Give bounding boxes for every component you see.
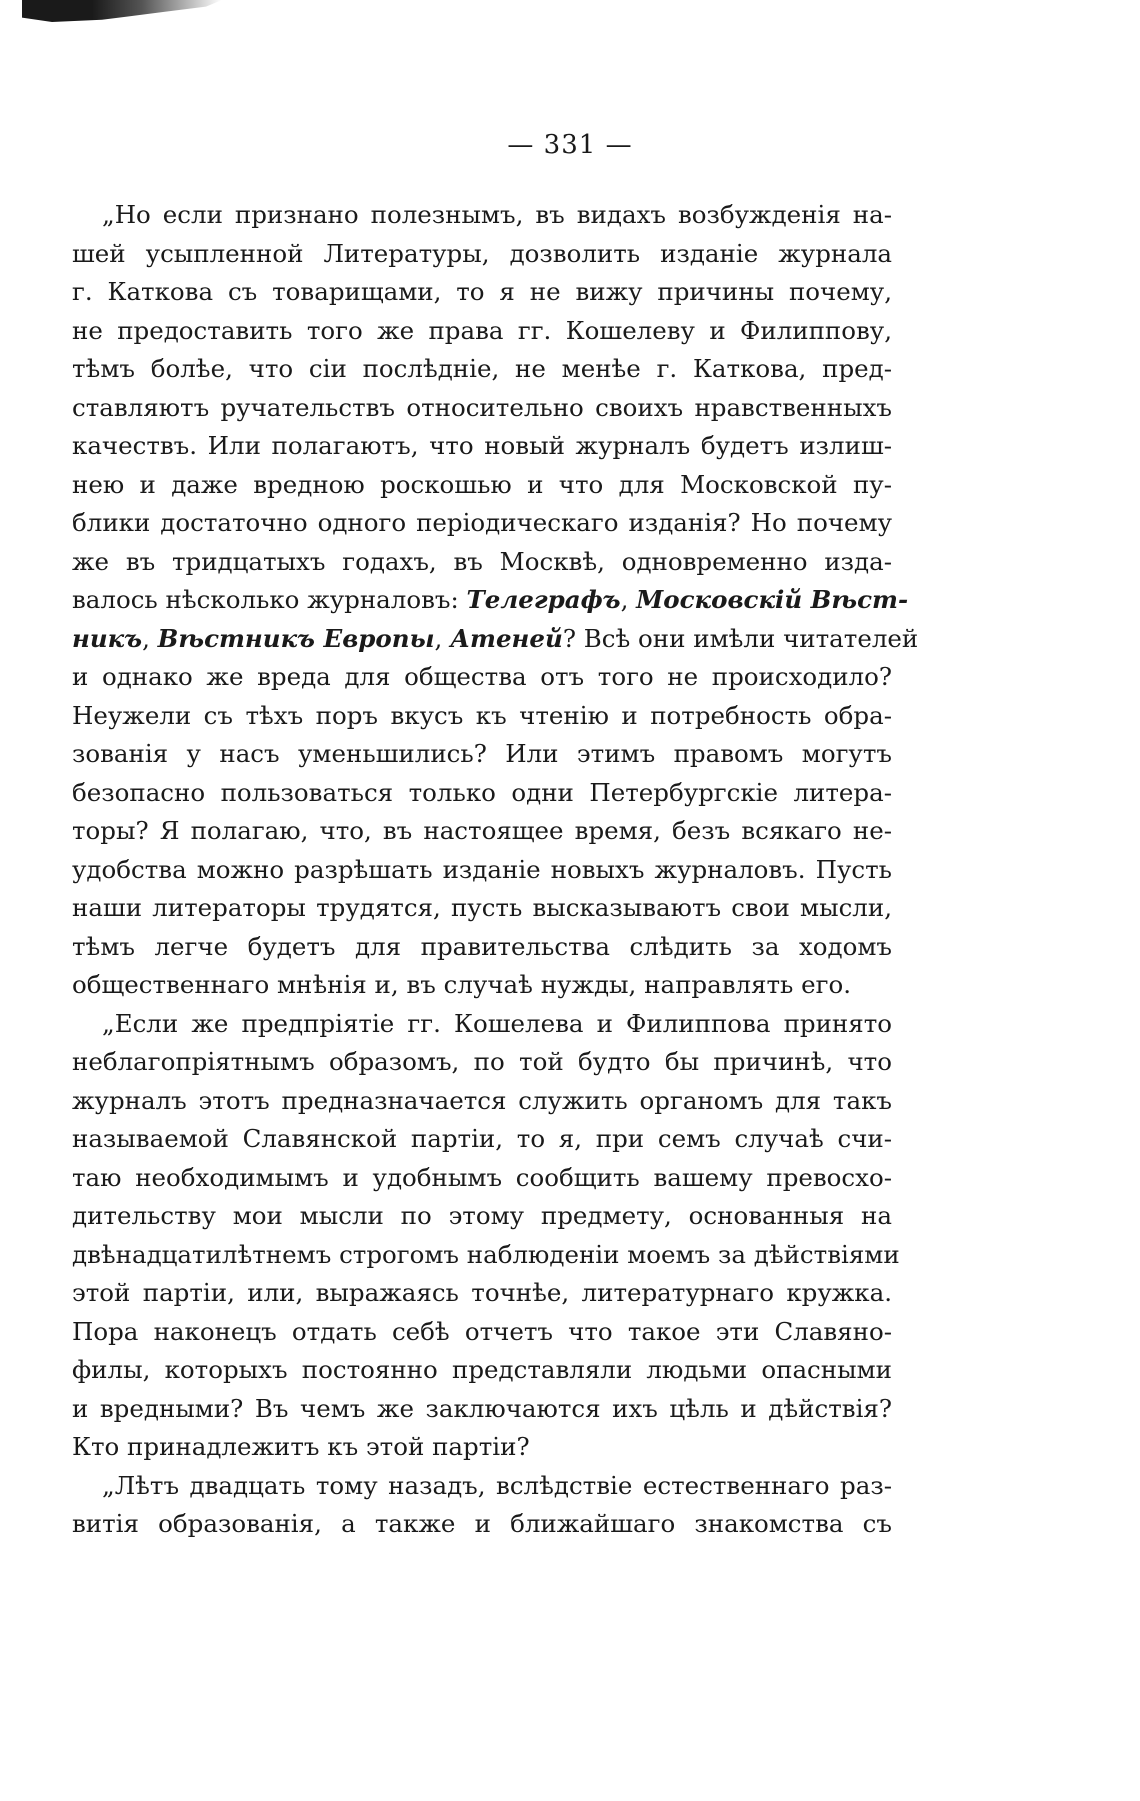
- text-line: тѣмъ болѣе, что сіи послѣдніе, не менѣе г. Каткова, пред-: [72, 354, 892, 383]
- text-line: наши литераторы трудятся, пусть высказываютъ свои мысли,: [72, 893, 892, 922]
- text-line: дительству мои мысли по этому предмету, основанныя на: [72, 1201, 892, 1230]
- header-dash-right: —: [605, 130, 633, 160]
- text-line: „Но если признано полезнымъ, въ видахъ возбужденія на-: [102, 200, 892, 229]
- text-line-with-titles: [72, 581, 909, 620]
- text-segment: ,: [434, 623, 451, 653]
- text-line: Неужели съ тѣхъ поръ вкусъ къ чтенію и потребность обра-: [72, 700, 892, 730]
- text-line: „Лѣтъ двадцать тому назадъ, вслѣдствіе естественнаго раз-: [102, 1470, 892, 1500]
- text-line: безопасно пользоваться только одни Петербургскіе литера-: [72, 777, 892, 807]
- header-dash-left: —: [507, 130, 535, 160]
- text-line: блики достаточно одного періодическаго изданія? Но почему: [72, 508, 892, 537]
- text-line: шей усыпленной Литературы, дозволить изданіе журнала: [72, 238, 892, 268]
- text-line: общественнаго мнѣнія и, въ случаѣ нужды, направлять его.: [72, 970, 852, 999]
- paragraph-1: [72, 196, 919, 1005]
- text-line: же въ тридцатыхъ годахъ, въ Москвѣ, одновременно изда-: [72, 546, 892, 576]
- journal-title: Московскій Вѣст-: [636, 585, 909, 614]
- text-line: двѣнадцатилѣтнемъ строгомъ наблюденіи моемъ за дѣйствіями: [72, 1239, 900, 1269]
- text-line: Кто принадлежитъ къ этой партіи?: [72, 1432, 530, 1461]
- page-number: 331: [543, 130, 597, 160]
- text-segment: ,: [142, 623, 158, 653]
- journal-title: Атеней: [450, 623, 563, 653]
- text-line: г. Каткова съ товарищами, то я не вижу причины почему,: [72, 277, 892, 306]
- paragraph-2: [72, 1005, 900, 1467]
- text-line: и однако же вреда для общества отъ того не происходило?: [72, 662, 892, 691]
- body-text: [72, 196, 919, 1544]
- text-segment: ,: [620, 585, 637, 614]
- text-line: филы, которыхъ постоянно представляли людьми опасными: [72, 1355, 892, 1384]
- text-line: не предоставить того же права гг. Кошелеву и Филиппову,: [72, 315, 892, 345]
- text-line: неблагопріятнымъ образомъ, по той будто бы причинѣ, что: [72, 1047, 892, 1076]
- text-line: зованія у насъ уменьшились? Или этимъ правомъ могутъ: [72, 739, 892, 768]
- text-line: „Если же предпріятіе гг. Кошелева и Филиппова принято: [102, 1008, 892, 1038]
- journal-title: Телеграфъ: [466, 585, 621, 614]
- paragraph-3: [72, 1467, 892, 1544]
- text-segment: валось нѣсколько журналовъ:: [72, 585, 467, 614]
- text-line: удобства можно разрѣшать изданіе новыхъ журналовъ. Пусть: [72, 854, 892, 884]
- text-line: качествъ. Или полагаютъ, что новый журналъ будетъ излиш-: [72, 431, 892, 460]
- text-line: и вредными? Въ чемъ же заключаются ихъ цѣль и дѣйствія?: [72, 1393, 892, 1423]
- page-header: [0, 130, 1140, 160]
- journal-title: никъ: [72, 623, 143, 653]
- text-line: нею и даже вредною роскошью и что для Московской пу-: [72, 469, 892, 499]
- text-line: таю необходимымъ и удобнымъ сообщить вашему превосхо-: [72, 1162, 892, 1192]
- scan-artifact-mark: [22, 0, 222, 22]
- text-line: журналъ этотъ предназначается служить органомъ для такъ: [72, 1085, 892, 1115]
- journal-title: Вѣстникъ Европы: [157, 623, 435, 653]
- text-line-with-titles: [72, 620, 919, 659]
- text-segment: ? Всѣ они имѣли читателей: [562, 623, 919, 653]
- text-line: ставляютъ ручательствъ относительно своихъ нравственныхъ: [72, 392, 892, 422]
- text-line: Пора наконецъ отдать себѣ отчетъ что такое эти Славяно-: [72, 1316, 892, 1346]
- text-line: витія образованія, а также и ближайшаго знакомства съ: [72, 1509, 892, 1538]
- text-line: тѣмъ легче будетъ для правительства слѣдить за ходомъ: [72, 931, 892, 961]
- text-line: называемой Славянской партіи, то я, при семъ случаѣ счи-: [72, 1124, 892, 1153]
- text-line: этой партіи, или, выражаясь точнѣе, литературнаго кружка.: [72, 1278, 892, 1307]
- text-line: торы? Я полагаю, что, въ настоящее время, безъ всякаго не-: [72, 816, 892, 845]
